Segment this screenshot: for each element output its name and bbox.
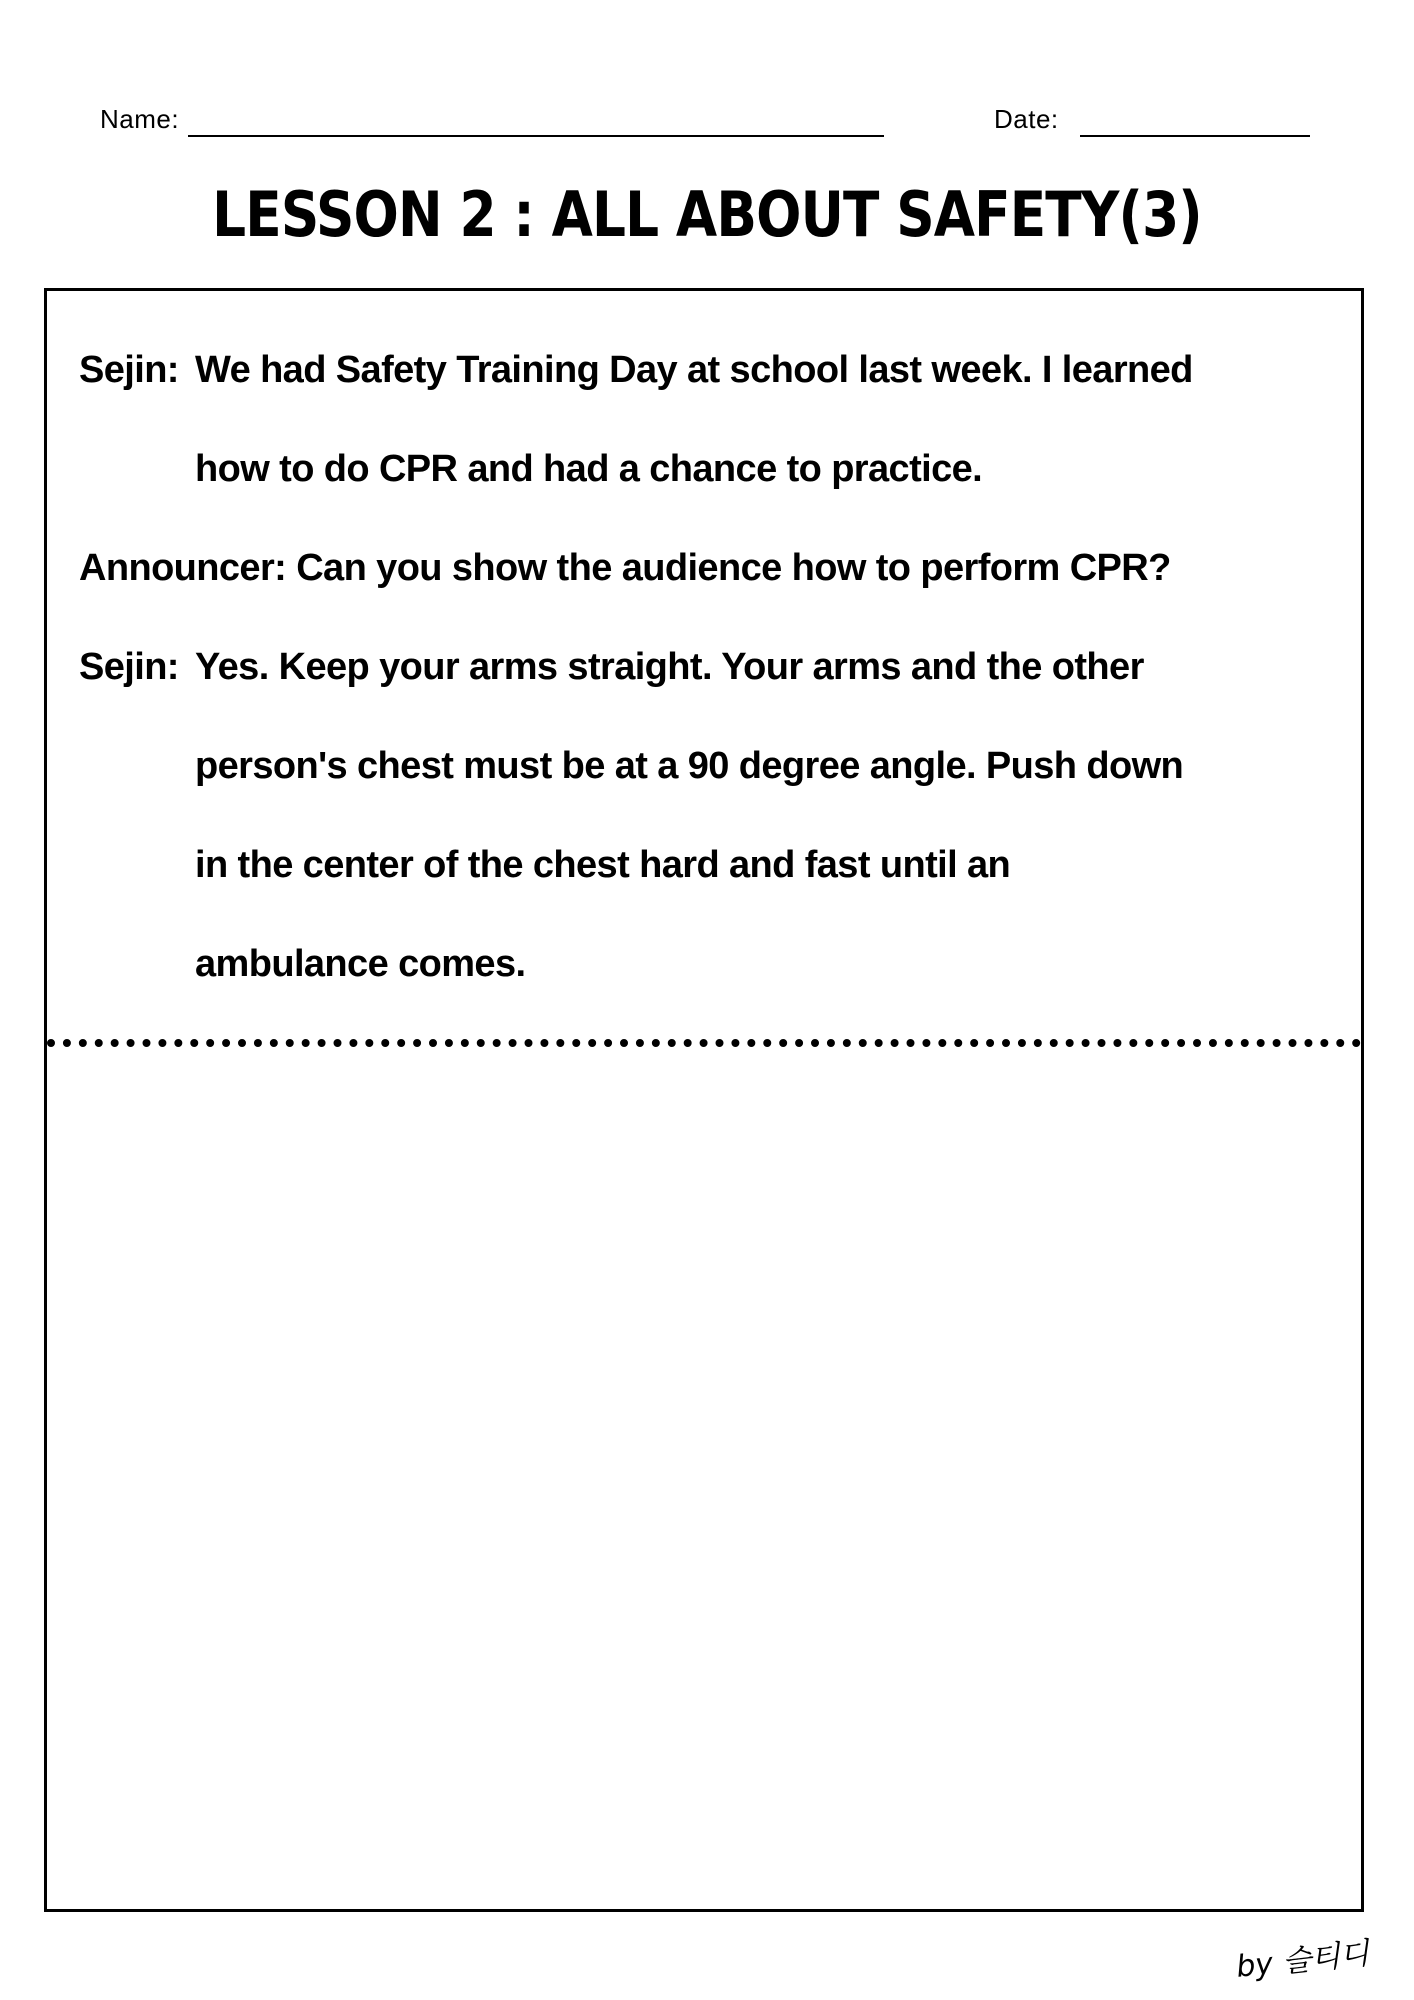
speaker-label: Announcer:	[79, 547, 287, 589]
dialogue-line: We had Safety Training Day at school last week. I learned	[195, 349, 1193, 391]
author-signature: by 슬티디	[1234, 1936, 1371, 1985]
dialogue-box	[44, 288, 1364, 1912]
name-input-line[interactable]	[188, 135, 884, 137]
dialogue-line: person's chest must be at a 90 degree angle. Push down	[195, 745, 1184, 787]
dialogue-turn	[79, 618, 1349, 1014]
date-label: Date:	[994, 104, 1059, 134]
dialogue-line: how to do CPR and had a chance to practice.	[195, 448, 983, 490]
page-title: LESSON 2 : ALL ABOUT SAFETY(3)	[212, 178, 1202, 251]
date-input-line[interactable]	[1080, 135, 1310, 137]
dialogue-text	[79, 321, 1349, 1014]
speaker-label: Sejin:	[79, 646, 179, 688]
dialogue-line: Can you show the audience how to perform CPR?	[296, 547, 1171, 589]
speaker-label: Sejin:	[79, 349, 179, 391]
name-label: Name:	[100, 104, 180, 134]
dialogue-line: ambulance comes.	[195, 943, 526, 985]
dialogue-turn	[79, 519, 1349, 618]
dialogue-line: in the center of the chest hard and fast until an	[195, 844, 1011, 886]
dialogue-turn	[79, 321, 1349, 519]
header-fields	[100, 104, 1314, 144]
dialogue-line: Yes. Keep your arms straight. Your arms and the other	[195, 646, 1144, 688]
dotted-divider	[47, 1039, 1361, 1047]
